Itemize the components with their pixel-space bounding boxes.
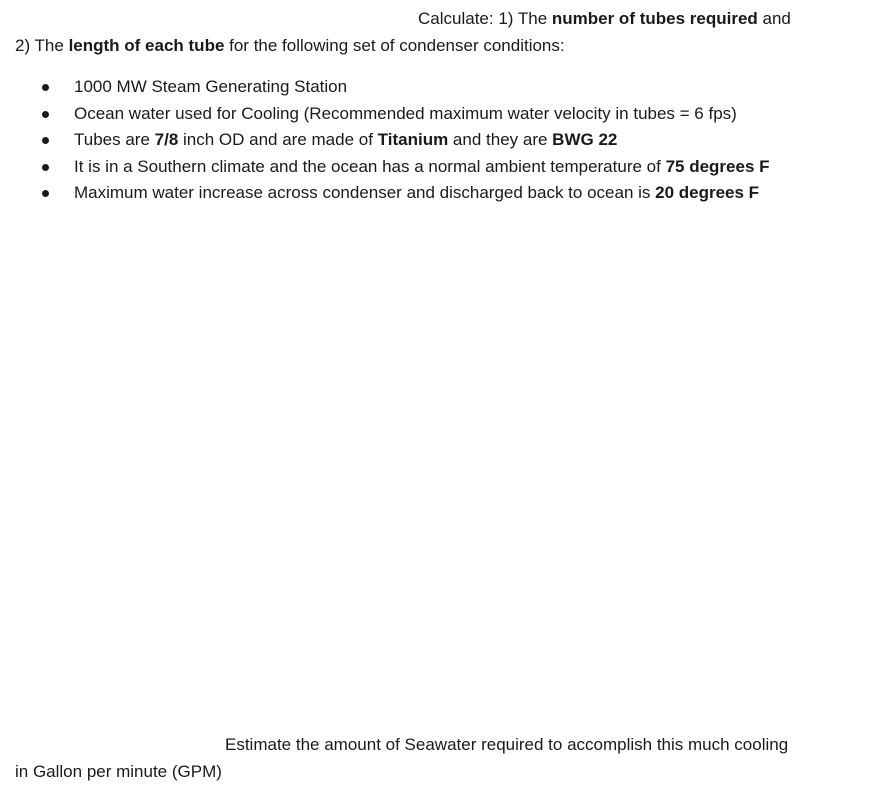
- problem-intro-line-2: [15, 35, 565, 57]
- bullet-icon: [42, 190, 49, 197]
- bullet-text: Tubes are: [74, 130, 155, 149]
- tube-od-value: 7/8: [154, 130, 179, 149]
- intro-text-end: and: [757, 9, 791, 28]
- intro-text: Calculate: 1) The: [418, 9, 552, 28]
- condenser-conditions-list: [42, 76, 770, 209]
- intro-bold-number-of-tubes: number of tubes required: [551, 9, 758, 28]
- tube-material-value: Titanium: [377, 130, 449, 149]
- estimate-line-1: Estimate the amount of Seawater required to accomplish this much cooling: [225, 735, 789, 754]
- problem-intro-line-1: [418, 8, 791, 30]
- list-item: [42, 76, 770, 103]
- bullet-icon: [42, 164, 49, 171]
- list-item: [42, 156, 770, 183]
- bullet-text: Maximum water increase across condenser and discharged back to ocean is: [74, 183, 656, 202]
- intro2-text: 2) The: [15, 36, 69, 55]
- bullet-text: Ocean water used for Cooling (Recommended maximum water velocity in tubes = 6 fps): [74, 103, 737, 123]
- ambient-temperature-value: 75 degrees F: [665, 156, 770, 176]
- intro2-bold-length-of-tube: length of each tube: [68, 36, 225, 55]
- bullet-icon: [42, 84, 49, 91]
- estimate-line-2: in Gallon per minute (GPM): [15, 762, 222, 781]
- bullet-text: It is in a Southern climate and the ocean has a normal ambient temperature of: [74, 156, 666, 176]
- intro2-text-end: for the following set of condenser conditions:: [224, 36, 565, 55]
- bullet-text: and they are: [448, 130, 553, 149]
- list-item: [42, 182, 770, 209]
- list-item: [42, 129, 770, 156]
- list-item: [42, 103, 770, 130]
- temperature-rise-value: 20 degrees F: [655, 183, 760, 202]
- tube-bwg-value: BWG 22: [552, 130, 618, 149]
- bullet-text: inch OD and are made of: [178, 130, 378, 149]
- bullet-icon: [42, 137, 49, 144]
- bullet-text: 1000 MW Steam Generating Station: [74, 77, 348, 96]
- bullet-icon: [42, 111, 49, 118]
